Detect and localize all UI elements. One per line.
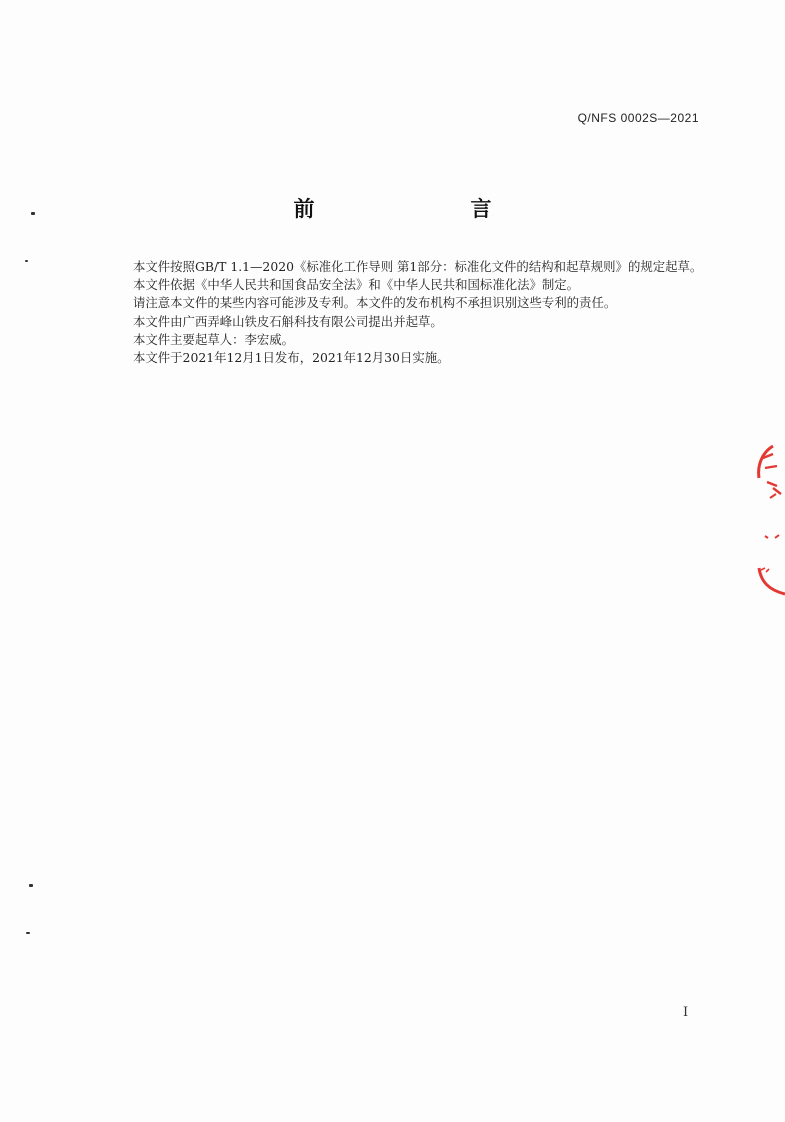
foreword-body	[107, 258, 712, 367]
paragraph-legal-basis: 本文件依据《中华人民共和国食品安全法》和《中华人民共和国标准化法》制定。	[133, 277, 580, 293]
paragraph-drafter: 本文件主要起草人：李宏威。	[133, 331, 295, 347]
page-number: I	[683, 1005, 689, 1020]
scan-speck	[26, 932, 30, 934]
paragraph-proposer: 本文件由广西弄峰山铁皮石斛科技有限公司提出并起草。	[133, 313, 443, 329]
paragraph-dates: 本文件于2021年12月1日发布，2021年12月30日实施。	[133, 350, 450, 366]
scan-speck	[31, 212, 35, 215]
scan-speck	[25, 260, 28, 262]
company-seal-icon	[745, 438, 785, 598]
paragraph-patent-notice: 请注意本文件的某些内容可能涉及专利。本文件的发布机构不承担识别这些专利的责任。	[133, 295, 617, 311]
standard-code: Q/NFS 0002S—2021	[577, 111, 699, 125]
scan-speck	[29, 884, 33, 887]
page-title: 前 言	[293, 196, 530, 221]
paragraph-drafting-basis: 本文件按照GB/T 1.1—2020《标准化工作导则 第1部分：标准化文件的结构和起草规则》的规定起草。	[133, 259, 703, 274]
